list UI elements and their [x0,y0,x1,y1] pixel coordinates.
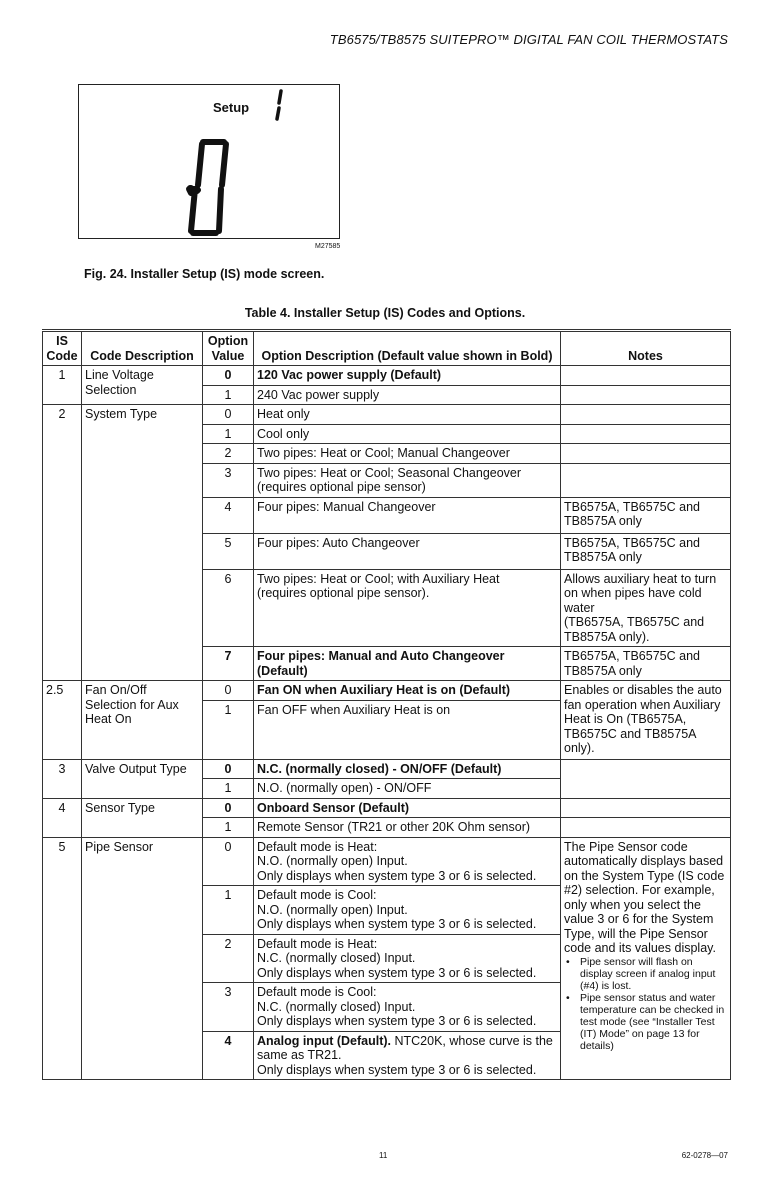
option-value-cell: 5 [203,533,254,569]
option-value-cell: 1 [203,886,254,935]
option-description-cell [254,1031,561,1080]
option-description-cell: 240 Vac power supply [254,385,561,405]
figure-caption: Fig. 24. Installer Setup (IS) mode screen. [84,267,325,281]
lcd-code-digit [277,91,281,119]
code-description-cell: Pipe Sensor [82,837,203,1080]
option-value-cell: 1 [203,818,254,838]
option-description-cell: Default mode is Heat: N.C. (normally closed) Input. Only displays when system type 3 or 6 is selected. [254,934,561,983]
notes-cell [561,837,731,1080]
notes-cell [561,424,731,444]
table-row [43,759,731,779]
option-value-cell: 6 [203,569,254,647]
notes-cell [561,366,731,386]
notes-cell: Enables or disables the auto fan operation when Auxiliary Heat is On (TB6575A, TB6575C and TB8575A only). [561,681,731,760]
notes-cell [561,405,731,425]
option-description-cell: Remote Sensor (TR21 or other 20K Ohm sensor) [254,818,561,838]
option-value-cell: 0 [203,366,254,386]
notes-cell: Allows auxiliary heat to turn on when pipes have cold water (TB6575A, TB6575C and TB8575A only). [561,569,731,647]
option-value-cell: 0 [203,798,254,818]
option-description-cell: Cool only [254,424,561,444]
header-option-description: Option Description (Default value shown in Bold) [254,331,561,366]
note-bullet: • Pipe sensor status and water temperature can be checked in test mode (see “Installer Test (IT) Mode” on page 13 for details) [564,992,727,1052]
code-description-cell: Valve Output Type [82,759,203,798]
document-number: 62-0278—07 [681,1151,728,1160]
figure-code: M27585 [315,243,341,250]
is-code-cell: 2.5 [43,681,82,760]
option-description-cell: 120 Vac power supply (Default) [254,366,561,386]
code-description-cell: Fan On/Off Selection for Aux Heat On [82,681,203,760]
table-row [43,837,731,886]
installer-setup-table [42,329,731,1080]
option-value-cell: 1 [203,385,254,405]
option-description-cell: Default mode is Heat: N.O. (normally open) Input. Only displays when system type 3 or 6 is selected. [254,837,561,886]
notes-cell [561,818,731,838]
is-code-cell: 5 [43,837,82,1080]
option-value-cell: 1 [203,700,254,759]
notes-cell [561,463,731,497]
notes-cell: TB6575A, TB6575C and TB8575A only [561,497,731,533]
option-description-bold: Analog input (Default). [257,1033,392,1048]
notes-cell: TB6575A, TB6575C and TB8575A only [561,647,731,681]
option-description-cell: Default mode is Cool: N.C. (normally closed) Input. Only displays when system type 3 or 6 is selected. [254,983,561,1032]
option-value-cell: 0 [203,837,254,886]
option-value-cell: 7 [203,647,254,681]
option-description-cell: Four pipes: Auto Changeover [254,533,561,569]
option-description-rest: NTC20K, whose curve is the same as TR21. Only displays when system type 3 or 6 is selected. [257,1033,553,1077]
is-code-cell: 3 [43,759,82,798]
running-header: TB6575/TB8575 SUITEPRO™ DIGITAL FAN COIL THERMOSTATS [329,32,728,47]
table-row [43,405,731,425]
option-value-cell: 3 [203,463,254,497]
option-description-cell: Four pipes: Manual and Auto Changeover (Default) [254,647,561,681]
option-value-cell: 0 [203,681,254,701]
option-value-cell: 4 [203,1031,254,1080]
notes-cell: TB6575A, TB6575C and TB8575A only [561,533,731,569]
table-row [43,681,731,701]
option-description-cell: Fan ON when Auxiliary Heat is on (Default) [254,681,561,701]
header-notes: Notes [561,331,731,366]
option-value-cell: 1 [203,779,254,799]
option-description-cell: Default mode is Cool: N.O. (normally open) Input. Only displays when system type 3 or 6 is selected. [254,886,561,935]
code-description-cell: Line Voltage Selection [82,366,203,405]
option-value-cell: 2 [203,934,254,983]
table-row [43,798,731,818]
option-description-cell: Heat only [254,405,561,425]
table-header-row [43,331,731,366]
notes-cell [561,798,731,818]
note-bullet: • Pipe sensor will flash on display screen if analog input (#4) is lost. [564,956,727,992]
notes-cell [561,444,731,464]
option-value-cell: 1 [203,424,254,444]
option-value-cell: 3 [203,983,254,1032]
is-code-cell: 4 [43,798,82,837]
option-description-cell: Four pipes: Manual Changeover [254,497,561,533]
header-option-value: Option Value [203,331,254,366]
option-value-cell: 0 [203,405,254,425]
lcd-setup-label: Setup [213,100,250,115]
option-description-cell: N.C. (normally closed) - ON/OFF (Default) [254,759,561,779]
notes-cell [561,385,731,405]
page-number: 11 [379,1151,388,1160]
header-is-code: IS Code [43,331,82,366]
pipe-sensor-note: The Pipe Sensor code automatically displays based on the System Type (IS code #2) selection. For example, only when you select the value 3 or 6 for the System Type, will the Pipe Sensor code and its values display. [564,839,725,955]
option-description-cell: Fan OFF when Auxiliary Heat is on [254,700,561,759]
option-description-cell: Two pipes: Heat or Cool; with Auxiliary Heat (requires optional pipe sensor). [254,569,561,647]
pipe-sensor-note-bullets [564,956,727,1052]
table-row [43,366,731,386]
option-description-cell: Two pipes: Heat or Cool; Manual Changeover [254,444,561,464]
is-code-cell: 2 [43,405,82,681]
lcd-value-digit [189,142,226,233]
notes-cell [561,759,731,798]
option-value-cell: 2 [203,444,254,464]
option-description-cell: Two pipes: Heat or Cool; Seasonal Changeover (requires optional pipe sensor) [254,463,561,497]
option-description-cell: Onboard Sensor (Default) [254,798,561,818]
header-code-description: Code Description [82,331,203,366]
code-description-cell: Sensor Type [82,798,203,837]
lcd-segment-digits [79,85,341,240]
code-description-cell: System Type [82,405,203,681]
lcd-display-figure [78,84,340,239]
option-value-cell: 0 [203,759,254,779]
option-value-cell: 4 [203,497,254,533]
is-code-cell: 1 [43,366,82,405]
table-title: Table 4. Installer Setup (IS) Codes and Options. [244,306,526,320]
option-description-cell: N.O. (normally open) - ON/OFF [254,779,561,799]
